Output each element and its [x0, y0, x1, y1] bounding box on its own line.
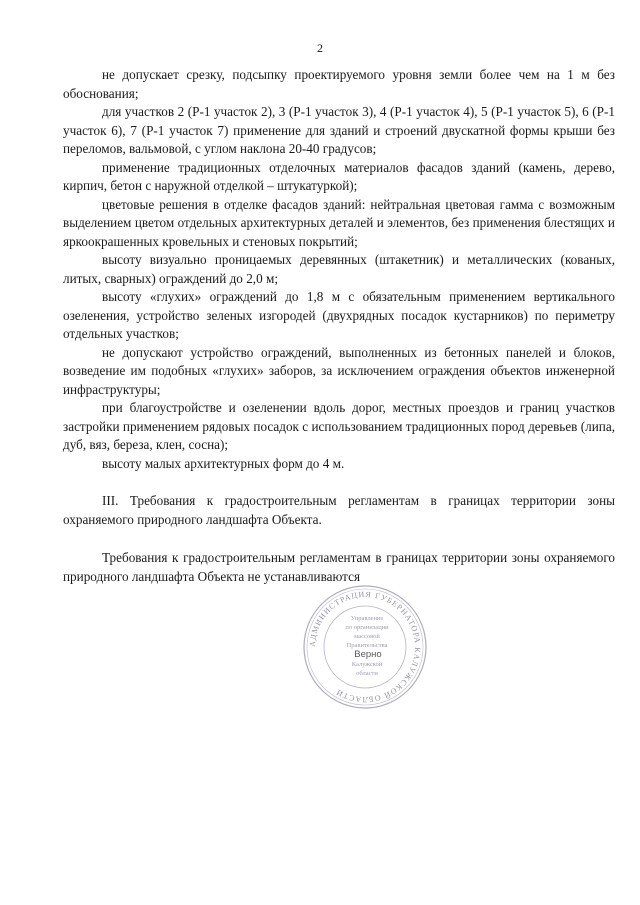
paragraph-land-level: не допускает срезку, подсыпку проектируемого уровня земли более чем на 1 м без обоснования; [63, 67, 615, 101]
paragraph-color-solutions: цветовые решения в отделке фасадов зданий: нейтральная цветовая гамма с возможным выделением цветом отдельных архитектурных деталей и элементов, без применения блестящих и яркоокрашенных кровельных и стеновых покрытий; [63, 196, 615, 249]
stamp-line-1: Управление [350, 615, 384, 622]
stamp-line-6: области [356, 670, 378, 677]
page-number: 2 [317, 41, 323, 55]
paragraph-roof-shape: для участков 2 (Р-1 участок 2), 3 (Р-1 участок 3), 4 (Р-1 участок 4), 5 (Р-1 участок 5), 6 (Р-1 участок 6), 7 (Р-1 участок 7) применение для зданий и строений двускатной формы крыши без переломов, вальмовой, с углом наклона 20-40 градусов; [63, 104, 615, 156]
stamp-line-3: массовой [354, 633, 380, 640]
section-heading: III. Требования к градостроительным регламентам в границах территории зоны охраняемого природного ландшафта Объекта. [63, 493, 615, 527]
document-body [63, 66, 615, 586]
stamp-line-5: Калужской [351, 661, 383, 668]
stamp-line-2: по организации [345, 624, 389, 631]
paragraph-small-forms: высоту малых архитектурных форм до 4 м. [102, 455, 345, 471]
stamp-seal-icon [300, 582, 430, 712]
paragraph-concrete-fence: не допускают устройство ограждений, выполненных из бетонных панелей и блоков, возведение им подобных «глухих» заборов, за исключением ограждения объектов инженерной инфраструктуры; [63, 344, 615, 397]
paragraph-landscaping: при благоустройстве и озеленении вдоль дорог, местных проездов и границ участков застройки применением рядовых посадок с использованием традиционных пород деревьев (липа, дуб, вяз, береза, клен, сосна); [63, 400, 615, 452]
stamp-line-4: Правительства [346, 642, 388, 649]
official-stamp [300, 582, 430, 712]
stamp-overlay-verno: Верно [354, 649, 382, 660]
paragraph-solid-fence: высоту «глухих» ограждений до 1,8 м с обязательным применением вертикального озеленения, устройство зеленых изгородей (двухрядных посадок кустарников) по периметру отдельных участков; [63, 289, 615, 341]
paragraph-facade-materials: применение традиционных отделочных материалов фасадов зданий (камень, дерево, кирпич, бетон с наружной отделкой – штукатуркой); [63, 159, 615, 193]
section-text: Требования к градостроительным регламентам в границах территории зоны охраняемого природного ландшафта Объекта не устанавливаются [63, 550, 615, 584]
paragraph-transparent-fence: высоту визуально проницаемых деревянных (штакетник) и металлических (кованых, литых, сварных) ограждений до 2,0 м; [63, 252, 615, 286]
stamp-ring-text: АДМИНИСТРАЦИЯ ГУБЕРНАТОРА КАЛУЖСКОЙ ОБЛАСТИ [307, 589, 423, 705]
